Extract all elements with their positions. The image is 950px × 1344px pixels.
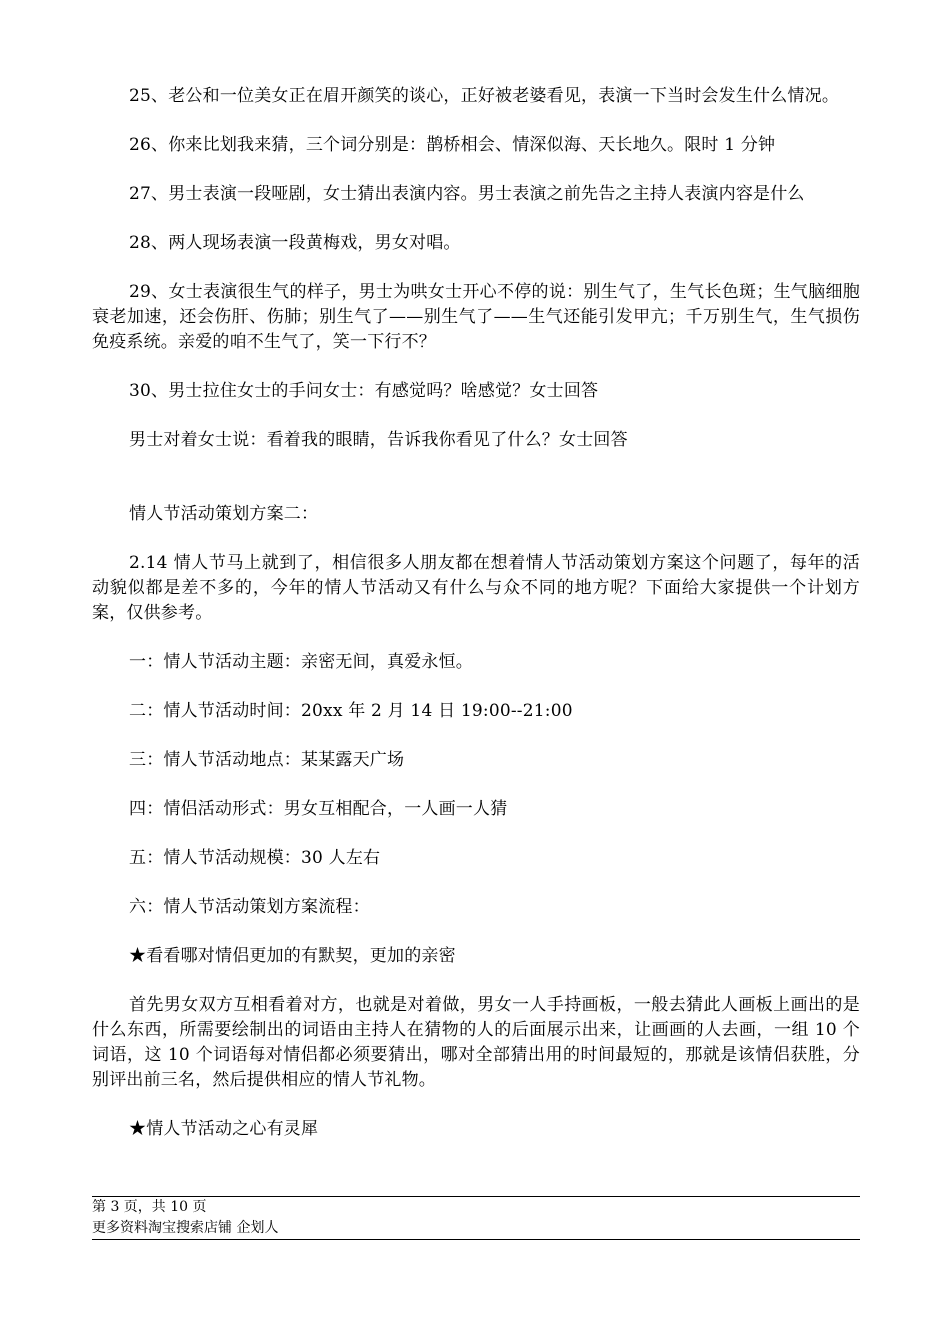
paragraph-30: 30、男士拉住女士的手问女士：有感觉吗？啥感觉？女士回答 <box>129 381 599 401</box>
paragraph-drawing-game: 首先男女双方互相看着对方，也就是对着做，男女一人手持画板，一般去猜此人画板上画出的是什么东西，所需要绘制出的词语由主持人在猜物的人的后面展示出来，让画画的人去画，一组 10 个词语，这 10 个词语每对情侣都必须要猜出，哪对全部猜出用的时间最短的，那就是该情侣获胜，分别评出前三名，然后提供相应的情人节礼物。 <box>92 995 860 1090</box>
item-process: 六：情人节活动策划方案流程： <box>129 897 370 917</box>
item-time: 二：情人节活动时间：20xx 年 2 月 14 日 19:00--21:00 <box>129 701 573 721</box>
page-footer <box>92 1196 860 1240</box>
item-scale: 五：情人节活动规模：30 人左右 <box>129 848 381 868</box>
paragraph-eyes: 男士对着女士说：看着我的眼睛，告诉我你看见了什么？女士回答 <box>129 430 628 450</box>
footer-note: 更多资料淘宝搜索店铺 企划人 <box>92 1220 279 1236</box>
paragraph-26: 26、你来比划我来猜，三个词分别是：鹊桥相会、情深似海、天长地久。限时 1 分钟 <box>129 135 776 155</box>
star-heading-telepathy: ★情人节活动之心有灵犀 <box>129 1119 319 1139</box>
footer-bottom-rule <box>92 1239 860 1240</box>
paragraph-29: 29、女士表演很生气的样子，男士为哄女士开心不停的说：别生气了，生气长色斑；生气脑细胞衰老加速，还会伤肝、伤肺；别生气了——别生气了——生气还能引发甲亢；千万别生气，生气损伤免疫系统。亲爱的咱不生气了，笑一下行不？ <box>92 282 860 352</box>
footer-page-info: 第 3 页，共 10 页 <box>92 1199 207 1215</box>
star-heading-tacit: ★看看哪对情侣更加的有默契，更加的亲密 <box>129 946 456 966</box>
paragraph-intro: 2.14 情人节马上就到了，相信很多人朋友都在想着情人节活动策划方案这个问题了，每年的活动貌似都是差不多的，今年的情人节活动又有什么与众不同的地方呢？下面给大家提供一个计划方案，仅供参考。 <box>92 553 860 623</box>
item-theme: 一：情人节活动主题：亲密无间，真爱永恒。 <box>129 652 473 672</box>
paragraph-28: 28、两人现场表演一段黄梅戏，男女对唱。 <box>129 233 461 253</box>
paragraph-27: 27、男士表演一段哑剧，女士猜出表演内容。男士表演之前先告之主持人表演内容是什么 <box>129 184 805 204</box>
paragraph-25: 25、老公和一位美女正在眉开颜笑的谈心，正好被老婆看见，表演一下当时会发生什么情况。 <box>129 86 840 106</box>
section-heading-plan-two: 情人节活动策划方案二： <box>129 504 319 524</box>
document-body <box>92 84 860 1166</box>
item-format: 四：情侣活动形式：男女互相配合，一人画一人猜 <box>129 799 508 819</box>
item-location: 三：情人节活动地点：某某露天广场 <box>129 750 405 770</box>
